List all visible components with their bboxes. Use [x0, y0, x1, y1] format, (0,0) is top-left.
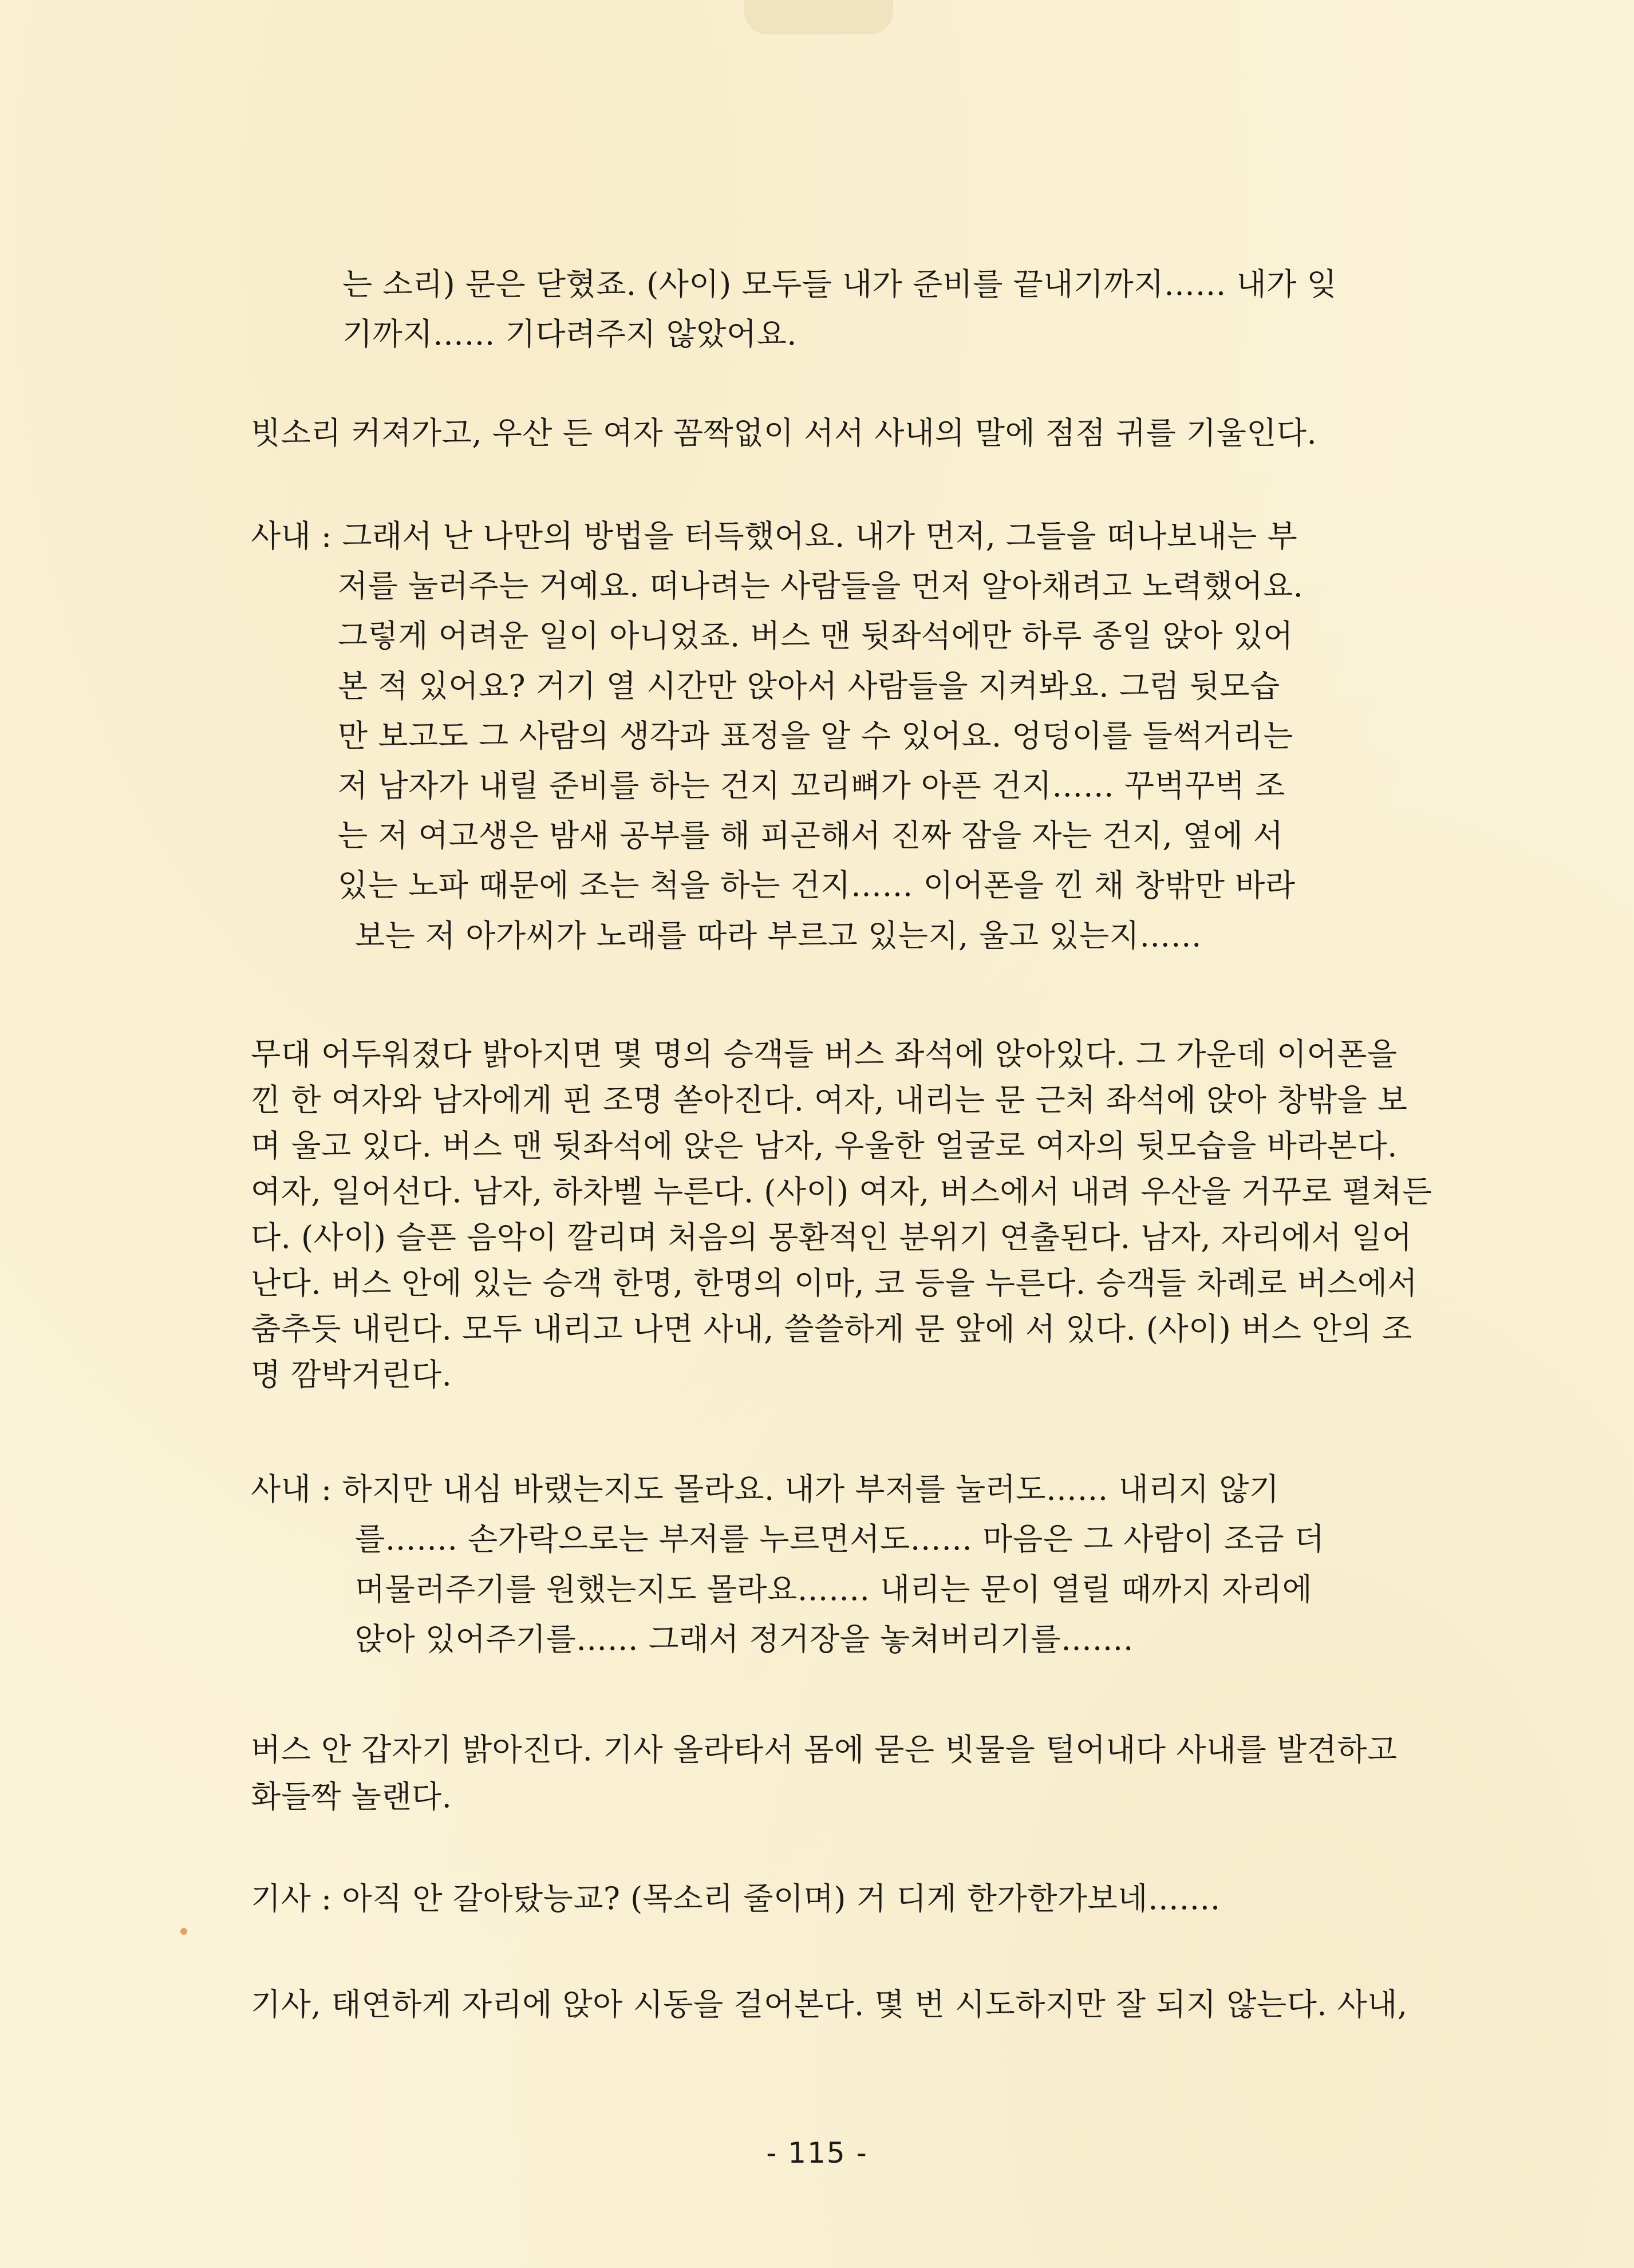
speech-line: 앉아 있어주기를…… 그래서 정거장을 놓쳐버리기를……. — [355, 1621, 1134, 1657]
ink-speck — [180, 1928, 187, 1935]
speech-line: 머물러주기를 원했는지도 몰라요……. 내리는 문이 열릴 때까지 자리에 — [355, 1571, 1313, 1607]
speech-line: 를……. 손가락으로는 부저를 누르면서도…… 마음은 그 사람이 조금 더 — [355, 1521, 1325, 1557]
speech-line: 본 적 있어요? 거기 열 시간만 앉아서 사람들을 지켜봐요. 그럼 뒷모습 — [338, 668, 1280, 704]
stage-direction-line: 화들짝 놀랜다. — [251, 1779, 452, 1815]
page-number: - 115 - — [766, 2136, 868, 2170]
speech-line: 보는 저 아가씨가 노래를 따라 부르고 있는지, 울고 있는지…… — [355, 918, 1202, 954]
stage-direction-line: 기사, 태연하게 자리에 앉아 시동을 걸어본다. 몇 번 시도하지만 잘 되지 않는다. 사내, — [251, 1986, 1408, 2022]
speech-line: 는 저 여고생은 밤새 공부를 해 피곤해서 진짜 잠을 자는 건지, 옆에 서 — [338, 817, 1284, 854]
speech-line: 는 소리) 문은 닫혔죠. (사이) 모두들 내가 준비를 끝내기까지…… 내가 잊 — [342, 266, 1337, 302]
stage-direction-line: 난다. 버스 안에 있는 승객 한명, 한명의 이마, 코 등을 누른다. 승객들 차례로 버스에서 — [251, 1265, 1418, 1301]
speaker-line: 사내 : 하지만 내심 바랬는지도 몰라요. 내가 부저를 눌러도…… 내리지 않기 — [251, 1471, 1280, 1507]
stage-direction-line: 무대 어두워졌다 밝아지면 몇 명의 승객들 버스 좌석에 앉아있다. 그 가운데 이어폰을 — [251, 1036, 1398, 1072]
speech-line: 저 남자가 내릴 준비를 하는 건지 꼬리뼈가 아픈 건지…… 꾸벅꾸벅 조 — [338, 768, 1285, 804]
speech-line: 기까지…… 기다려주지 않았어요. — [342, 316, 797, 352]
speech-line: 만 보고도 그 사람의 생각과 표정을 알 수 있어요. 엉덩이를 들썩거리는 — [338, 718, 1293, 754]
stage-direction-line: 버스 안 갑자기 밝아진다. 기사 올라타서 몸에 묻은 빗물을 털어내다 사내를 발견하고 — [251, 1732, 1398, 1768]
stage-direction-line: 명 깜박거린다. — [251, 1357, 452, 1393]
stage-direction-line: 빗소리 커져가고, 우산 든 여자 꼼짝없이 서서 사내의 말에 점점 귀를 기울인다. — [251, 415, 1317, 451]
speech-line: 있는 노파 때문에 조는 척을 하는 건지…… 이어폰을 낀 채 창밖만 바라 — [338, 867, 1296, 903]
speech-line: 저를 눌러주는 거예요. 떠나려는 사람들을 먼저 알아채려고 노력했어요. — [338, 568, 1304, 604]
stage-direction-line: 며 울고 있다. 버스 맨 뒷좌석에 앉은 남자, 우울한 얼굴로 여자의 뒷모습을 바라본다. — [251, 1128, 1398, 1164]
stage-direction-line: 낀 한 여자와 남자에게 핀 조명 쏟아진다. 여자, 내리는 문 근처 좌석에 앉아 창밖을 보 — [251, 1082, 1408, 1118]
stage-direction-line: 다. (사이) 슬픈 음악이 깔리며 처음의 몽환적인 분위기 연출된다. 남자, 자리에서 일어 — [251, 1219, 1412, 1255]
stage-direction-line: 춤추듯 내린다. 모두 내리고 나면 사내, 쓸쓸하게 문 앞에 서 있다. (사이) 버스 안의 조 — [251, 1311, 1412, 1347]
speech-line: 그렇게 어려운 일이 아니었죠. 버스 맨 뒷좌석에만 하루 종일 앉아 있어 — [338, 618, 1293, 654]
speaker-line: 사내 : 그래서 난 나만의 방법을 터득했어요. 내가 먼저, 그들을 떠나보내는 부 — [251, 518, 1298, 554]
stage-direction-line: 여자, 일어선다. 남자, 하차벨 누른다. (사이) 여자, 버스에서 내려 우산을 거꾸로 펼쳐든 — [251, 1173, 1432, 1210]
page-smudge — [744, 0, 893, 34]
speaker-line: 기사 : 아직 안 갈아탔능교? (목소리 줄이며) 거 디게 한가한가보네……. — [251, 1880, 1221, 1917]
